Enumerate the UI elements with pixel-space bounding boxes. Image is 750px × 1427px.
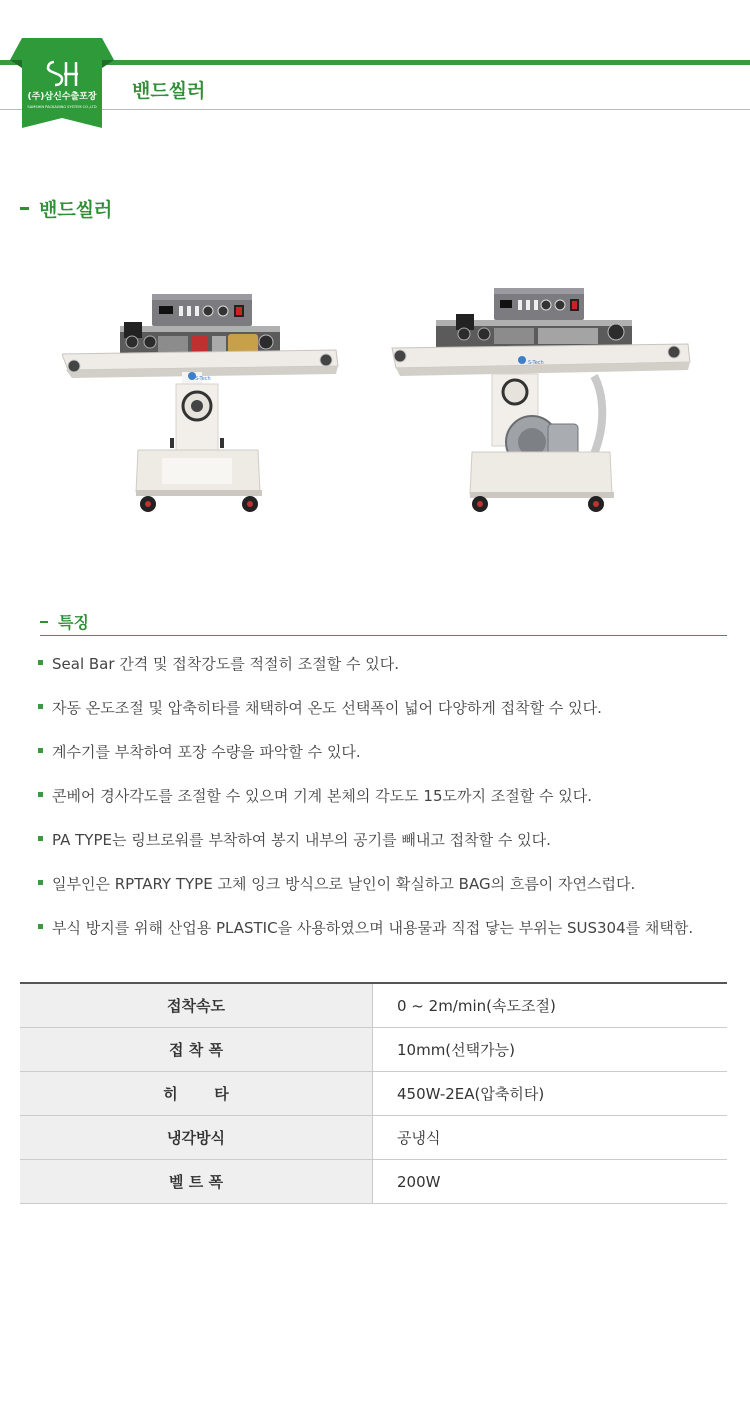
spec-label: 접 착 폭 xyxy=(20,1028,373,1072)
company-logo[interactable] xyxy=(10,38,114,128)
spec-label: 냉각방식 xyxy=(20,1116,373,1160)
title-dash xyxy=(40,621,48,623)
spec-value: 450W-2EA(압축히타) xyxy=(373,1072,728,1116)
bullet-icon xyxy=(38,836,43,841)
list-item xyxy=(38,916,693,960)
table-row xyxy=(20,1116,727,1160)
list-item xyxy=(38,872,693,916)
bullet-icon xyxy=(38,660,43,665)
spec-label: 접착속도 xyxy=(20,983,373,1028)
brand-label: S-Tech xyxy=(528,360,544,366)
bullet-icon xyxy=(38,880,43,885)
features-divider xyxy=(40,635,727,636)
feature-text: 자동 온도조절 및 압축히타를 채택하여 온도 선택폭이 넓어 다양하게 접착할 수 있다. xyxy=(52,699,602,717)
spec-label: 벨 트 폭 xyxy=(20,1160,373,1204)
feature-text: 콘베어 경사각도를 조절할 수 있으며 기계 본체의 각도도 15도까지 조절할 수 있다. xyxy=(52,787,592,805)
bullet-icon xyxy=(38,704,43,709)
list-item xyxy=(38,828,693,872)
spec-label: 히 타 xyxy=(20,1072,373,1116)
bullet-icon xyxy=(38,748,43,753)
spec-value: 10mm(선택가능) xyxy=(373,1028,728,1072)
list-item xyxy=(38,740,693,784)
spec-value: 공냉식 xyxy=(373,1116,728,1160)
table-row xyxy=(20,1160,727,1204)
feature-text: PA TYPE는 링브로워를 부착하여 봉지 내부의 공기를 빼내고 접착할 수 있다. xyxy=(52,831,551,849)
list-item xyxy=(38,696,693,740)
bullet-icon xyxy=(38,924,43,929)
spec-table xyxy=(20,982,727,1204)
feature-text: 부식 방지를 위해 산업용 PLASTIC을 사용하였으며 내용물과 직접 닿는 부위는 SUS304를 채택함. xyxy=(52,919,694,937)
feature-list xyxy=(38,652,693,960)
feature-text: 계수기를 부착하여 포장 수량을 파악할 수 있다. xyxy=(52,743,361,761)
bullet-icon xyxy=(38,792,43,797)
section-title-text: 밴드씰러 xyxy=(39,199,113,221)
logo-text: (주)삼신수출포장 xyxy=(27,92,97,102)
section-title xyxy=(20,195,112,222)
band-sealer-image-pa-type xyxy=(388,284,694,520)
brand-label: S-Tech xyxy=(195,376,211,382)
list-item xyxy=(38,784,693,828)
feature-text: Seal Bar 간격 및 접착강도를 적절히 조절할 수 있다. xyxy=(52,655,400,673)
table-row xyxy=(20,1028,727,1072)
table-row xyxy=(20,983,727,1028)
features-title xyxy=(40,610,89,633)
table-row xyxy=(20,1072,727,1116)
band-sealer-image-standard xyxy=(62,288,342,520)
feature-text: 일부인은 RPTARY TYPE 고체 잉크 방식으로 날인이 확실하고 BAG의 흐름이 자연스럽다. xyxy=(52,875,636,893)
page-title: 밴드씰러 xyxy=(132,80,206,102)
title-dash xyxy=(20,207,29,210)
spec-value: 0 ~ 2m/min(속도조절) xyxy=(373,983,728,1028)
features-title-text: 특징 xyxy=(58,613,89,632)
logo-subtext: SAMSHIN PACKAGING SYSTEM CO.,LTD xyxy=(27,105,97,109)
spec-value: 200W xyxy=(373,1160,728,1204)
list-item xyxy=(38,652,693,696)
